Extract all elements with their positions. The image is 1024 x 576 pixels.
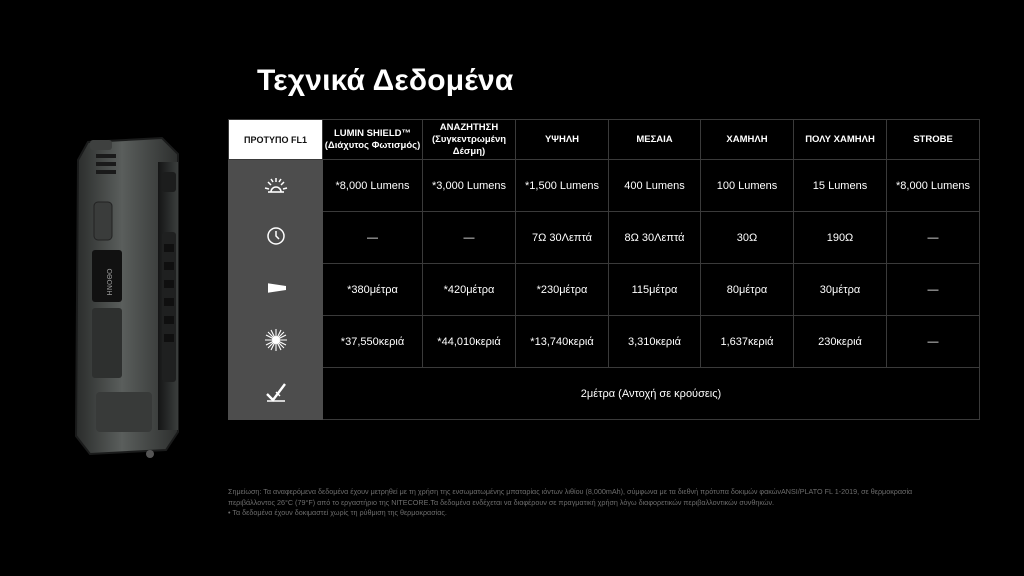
cell-r3-c4: 1,637κεριά: [701, 316, 794, 368]
cell-r0-c1: *3,000 Lumens: [423, 160, 516, 212]
cell-r0-c5: 15 Lumens: [794, 160, 887, 212]
header-low: ΧΑΜΗΛΗ: [701, 120, 794, 160]
table-row: [229, 316, 980, 368]
footnote-line-3: • Τα δεδομένα έχουν δοκιμαστεί χωρίς τη ρύθμιση της θερμοκρασίας.: [228, 508, 447, 517]
table-row: [229, 212, 980, 264]
cell-r3-c2: *13,740κεριά: [516, 316, 609, 368]
header-lumin-shield: [323, 120, 423, 160]
cell-r1-c3: 8Ω 30Λεπτά: [609, 212, 701, 264]
impact-resistance-icon-cell: [229, 368, 323, 420]
cell-r2-c4: 80μέτρα: [701, 264, 794, 316]
cell-r3-c6: —: [887, 316, 980, 368]
table-header-row: [229, 120, 980, 160]
cell-r2-c0: *380μέτρα: [323, 264, 423, 316]
intensity-icon: [262, 326, 290, 354]
header-lumin-shield-text: LUMIN SHIELD™ (Διάχυτος Φωτισμός): [324, 127, 421, 151]
table-row: [229, 160, 980, 212]
cell-r2-c1: *420μέτρα: [423, 264, 516, 316]
cell-r2-c3: 115μέτρα: [609, 264, 701, 316]
cell-r0-c0: *8,000 Lumens: [323, 160, 423, 212]
cell-r2-c5: 30μέτρα: [794, 264, 887, 316]
footnote-line-1: Σημείωση: Τα αναφερόμενα δεδομένα έχουν μετρηθεί με τη χρήση της ενσωματωμένης μπαταρίας ιόντων λιθίου (8,000mAh), σύμφωνα με τα διεθνή πρότυπα δοκιμών φακώνANSI/PLATO FL 1-2019, σε θερμοκρασία: [228, 487, 913, 496]
cell-r0-c2: *1,500 Lumens: [516, 160, 609, 212]
beam-distance-icon: [262, 274, 290, 302]
cell-r3-c1: *44,010κεριά: [423, 316, 516, 368]
cell-r0-c6: *8,000 Lumens: [887, 160, 980, 212]
header-ultralow: ΠΟΛΥ ΧΑΜΗΛΗ: [794, 120, 887, 160]
impact-resistance-cell: 2μέτρα (Αντοχή σε κρούσεις): [323, 368, 980, 420]
cell-r2-c2: *230μέτρα: [516, 264, 609, 316]
page-title: Τεχνικά Δεδομένα: [257, 64, 514, 97]
specs-table: [228, 119, 980, 420]
table-row: [229, 368, 980, 420]
brightness-icon: [262, 170, 290, 198]
clock-icon-cell: [229, 212, 323, 264]
cell-r3-c3: 3,310κεριά: [609, 316, 701, 368]
cell-r0-c4: 100 Lumens: [701, 160, 794, 212]
cell-r1-c6: —: [887, 212, 980, 264]
cell-r0-c3: 400 Lumens: [609, 160, 701, 212]
header-model: ΠΡΟΤΥΠΟ FL1: [229, 120, 323, 160]
cell-r1-c2: 7Ω 30Λεπτά: [516, 212, 609, 264]
footnote: [228, 487, 988, 519]
impact-resistance-icon: [262, 378, 290, 406]
cell-r1-c4: 30Ω: [701, 212, 794, 264]
cell-r2-c6: —: [887, 264, 980, 316]
cell-r3-c5: 230κεριά: [794, 316, 887, 368]
header-search: [423, 120, 516, 160]
header-high: ΥΨΗΛΗ: [516, 120, 609, 160]
brightness-icon-cell: [229, 160, 323, 212]
clock-icon: [262, 222, 290, 250]
cell-r1-c5: 190Ω: [794, 212, 887, 264]
table-row: [229, 264, 980, 316]
cell-r1-c0: —: [323, 212, 423, 264]
flashlight-device-image: [66, 132, 186, 462]
header-medium: ΜΕΣΑΙΑ: [609, 120, 701, 160]
cell-r3-c0: *37,550κεριά: [323, 316, 423, 368]
header-search-text: ΑΝΑΖΗΤΗΣΗ (Συγκεντρωμένη Δέσμη): [431, 121, 507, 157]
footnote-line-2: περιβάλλοντος 26°C (79°F) από το εργαστήριο της NITECORE.Τα δεδομένα ενδέχεται να διαφέρουν σε πραγματική χρήση λόγω διαφορετικών περιβαλλοντικών συνθηκών.: [228, 497, 775, 507]
beam-distance-icon-cell: [229, 264, 323, 316]
device-screen-label: ΟΘΟΝΗ: [105, 268, 113, 296]
cell-r1-c1: —: [423, 212, 516, 264]
header-strobe: STROBE: [887, 120, 980, 160]
intensity-icon-cell: [229, 316, 323, 368]
